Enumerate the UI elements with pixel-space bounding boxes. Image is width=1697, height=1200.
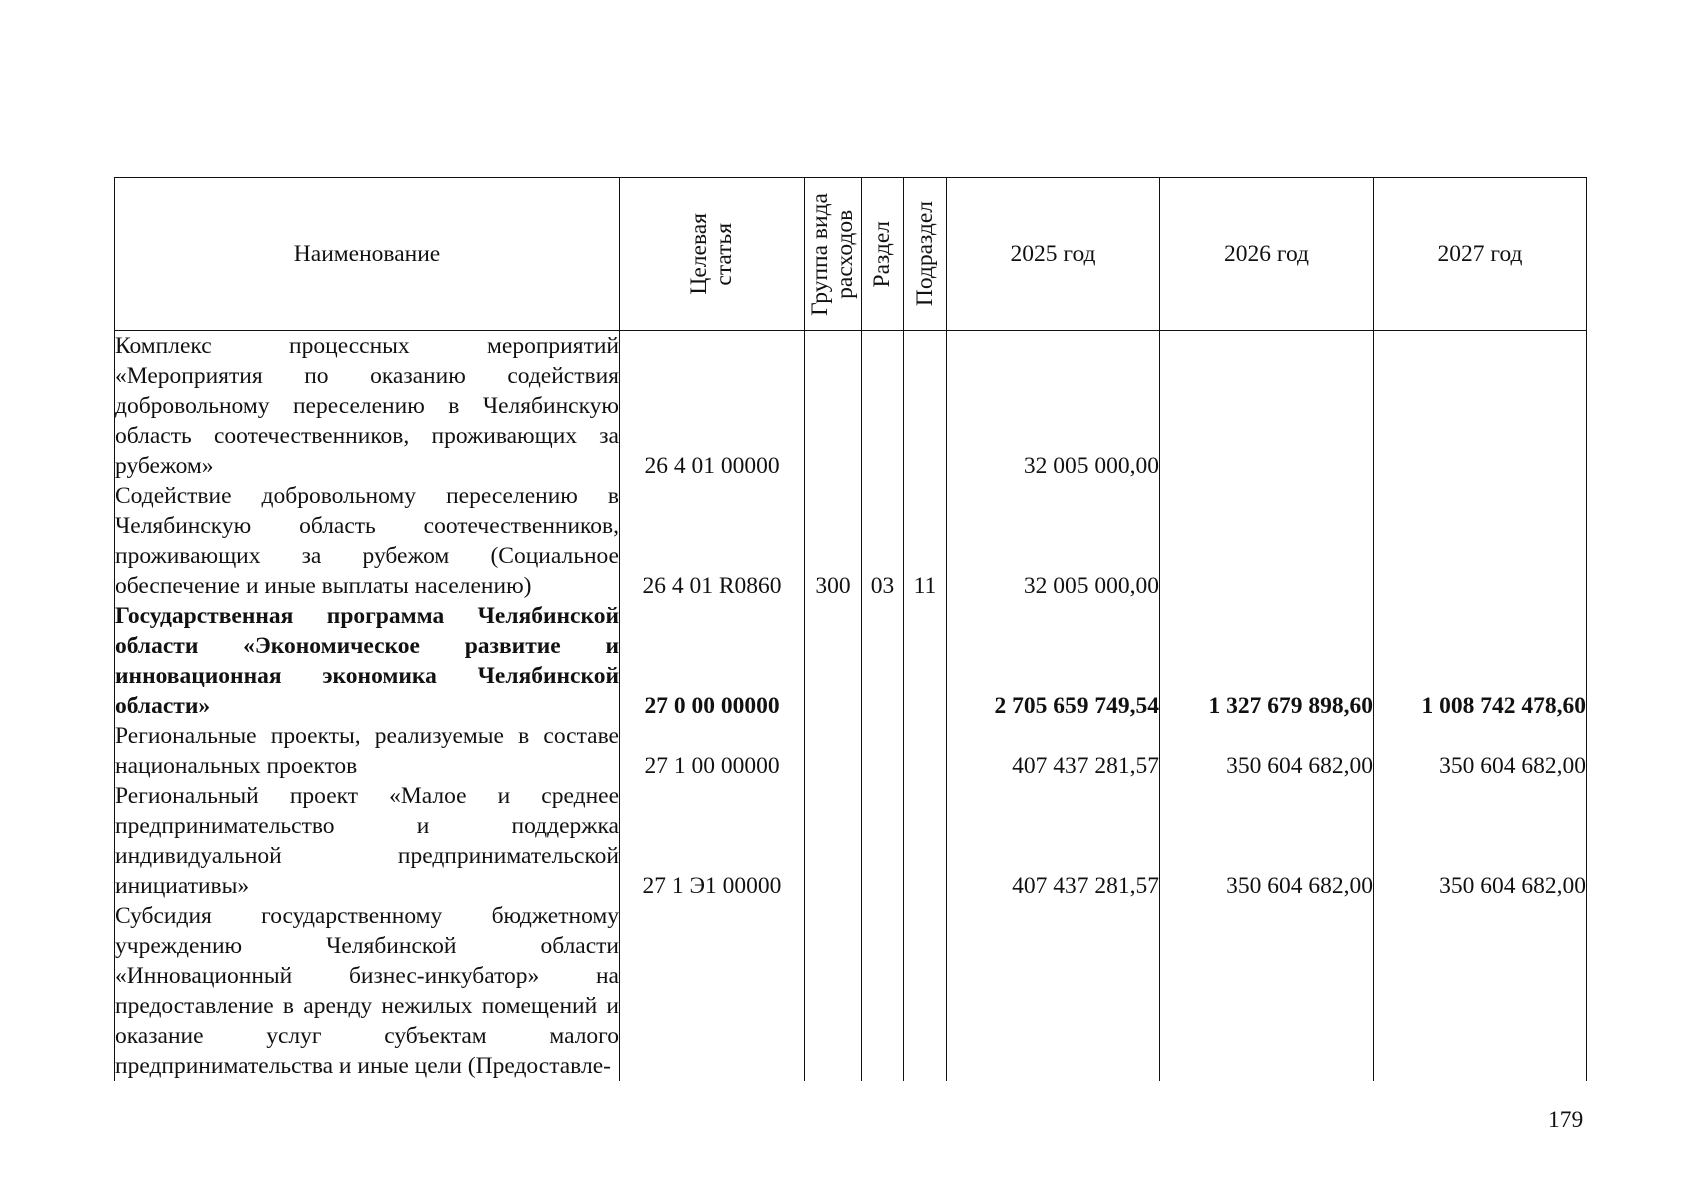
row-expense-group — [805, 721, 862, 781]
header-subsection — [904, 178, 947, 331]
row-section — [862, 331, 904, 482]
row-target-article: 27 1 00 00000 — [620, 721, 805, 781]
header-2027: 2027 год — [1374, 178, 1587, 331]
header-name: Наименование — [115, 178, 620, 331]
row-amount-2026 — [1160, 901, 1374, 1081]
row-subsection — [904, 331, 947, 482]
table-row — [115, 901, 1587, 1081]
table-row — [115, 481, 1587, 601]
table-row — [115, 781, 1587, 901]
row-target-article: 27 0 00 00000 — [620, 601, 805, 721]
row-subsection: 11 — [904, 481, 947, 601]
row-amount-2027: 350 604 682,00 — [1374, 721, 1587, 781]
row-name: Субсидия государственному бюджетному учреждению Челябинской области «Инновационный бизнес-инкубатор» на предоставление в аренду нежилых помещений и оказание услуг субъектам малого предпринимательства и иные цели (Предоставле- — [115, 903, 619, 1079]
row-section — [862, 601, 904, 721]
row-amount-2027 — [1374, 481, 1587, 601]
row-amount-2026 — [1160, 331, 1374, 482]
row-target-article — [620, 901, 805, 1081]
header-target-line1: Целевая — [686, 213, 712, 295]
header-row — [115, 178, 1587, 331]
row-name: Комплекс процессных мероприятий «Мероприятия по оказанию содействия добровольному переселению в Челябинскую область соотечественников, проживающих за рубежом» — [115, 331, 620, 482]
row-name: Государственная программа Челябинской области «Экономическое развитие и инновационная экономика Челябинской области» — [115, 603, 619, 719]
header-group-line2: расходов — [832, 209, 858, 299]
row-amount-2025: 407 437 281,57 — [947, 781, 1160, 901]
row-expense-group — [805, 601, 862, 721]
header-group-line1: Группа вида — [807, 192, 833, 316]
row-subsection — [904, 721, 947, 781]
row-subsection — [904, 901, 947, 1081]
row-subsection — [904, 781, 947, 901]
row-amount-2027: 350 604 682,00 — [1374, 781, 1587, 901]
header-target-line2: статья — [711, 222, 737, 286]
row-expense-group: 300 — [805, 481, 862, 601]
row-amount-2027 — [1374, 331, 1587, 482]
row-expense-group — [805, 901, 862, 1081]
header-target-article — [620, 178, 805, 331]
row-amount-2025 — [947, 901, 1160, 1081]
row-target-article: 27 1 Э1 00000 — [620, 781, 805, 901]
row-amount-2025: 2 705 659 749,54 — [947, 601, 1160, 721]
row-amount-2027 — [1374, 901, 1587, 1081]
row-amount-2026 — [1160, 481, 1374, 601]
page-number: 179 — [1548, 1107, 1584, 1133]
row-section: 03 — [862, 481, 904, 601]
row-expense-group — [805, 331, 862, 482]
row-section — [862, 721, 904, 781]
row-expense-group — [805, 781, 862, 901]
row-amount-2026: 350 604 682,00 — [1160, 781, 1374, 901]
header-section — [862, 178, 904, 331]
table-row — [115, 601, 1587, 721]
header-section-text: Раздел — [869, 220, 895, 288]
row-section — [862, 901, 904, 1081]
table-row — [115, 721, 1587, 781]
row-target-article: 26 4 01 R0860 — [620, 481, 805, 601]
row-amount-2026: 1 327 679 898,60 — [1160, 601, 1374, 721]
row-amount-2025: 32 005 000,00 — [947, 331, 1160, 482]
row-amount-2027: 1 008 742 478,60 — [1374, 601, 1587, 721]
header-subsection-text: Подраздел — [911, 201, 938, 307]
row-name: Содействие добровольному переселению в Челябинскую область соотечественников, проживающих за рубежом (Социальное обеспечение и иные выплаты населению) — [115, 483, 619, 599]
budget-table — [114, 177, 1587, 1081]
row-name: Региональные проекты, реализуемые в составе национальных проектов — [115, 723, 619, 779]
row-amount-2025: 32 005 000,00 — [947, 481, 1160, 601]
row-amount-2026: 350 604 682,00 — [1160, 721, 1374, 781]
row-subsection — [904, 601, 947, 721]
header-expense-group — [805, 178, 862, 331]
header-2026: 2026 год — [1160, 178, 1374, 331]
header-2025: 2025 год — [947, 178, 1160, 331]
table-row — [115, 331, 1587, 482]
row-target-article: 26 4 01 00000 — [620, 331, 805, 482]
row-amount-2025: 407 437 281,57 — [947, 721, 1160, 781]
row-name: Региональный проект «Малое и среднее предпринимательство и поддержка индивидуальной предпринимательской инициативы» — [115, 783, 619, 899]
row-section — [862, 781, 904, 901]
